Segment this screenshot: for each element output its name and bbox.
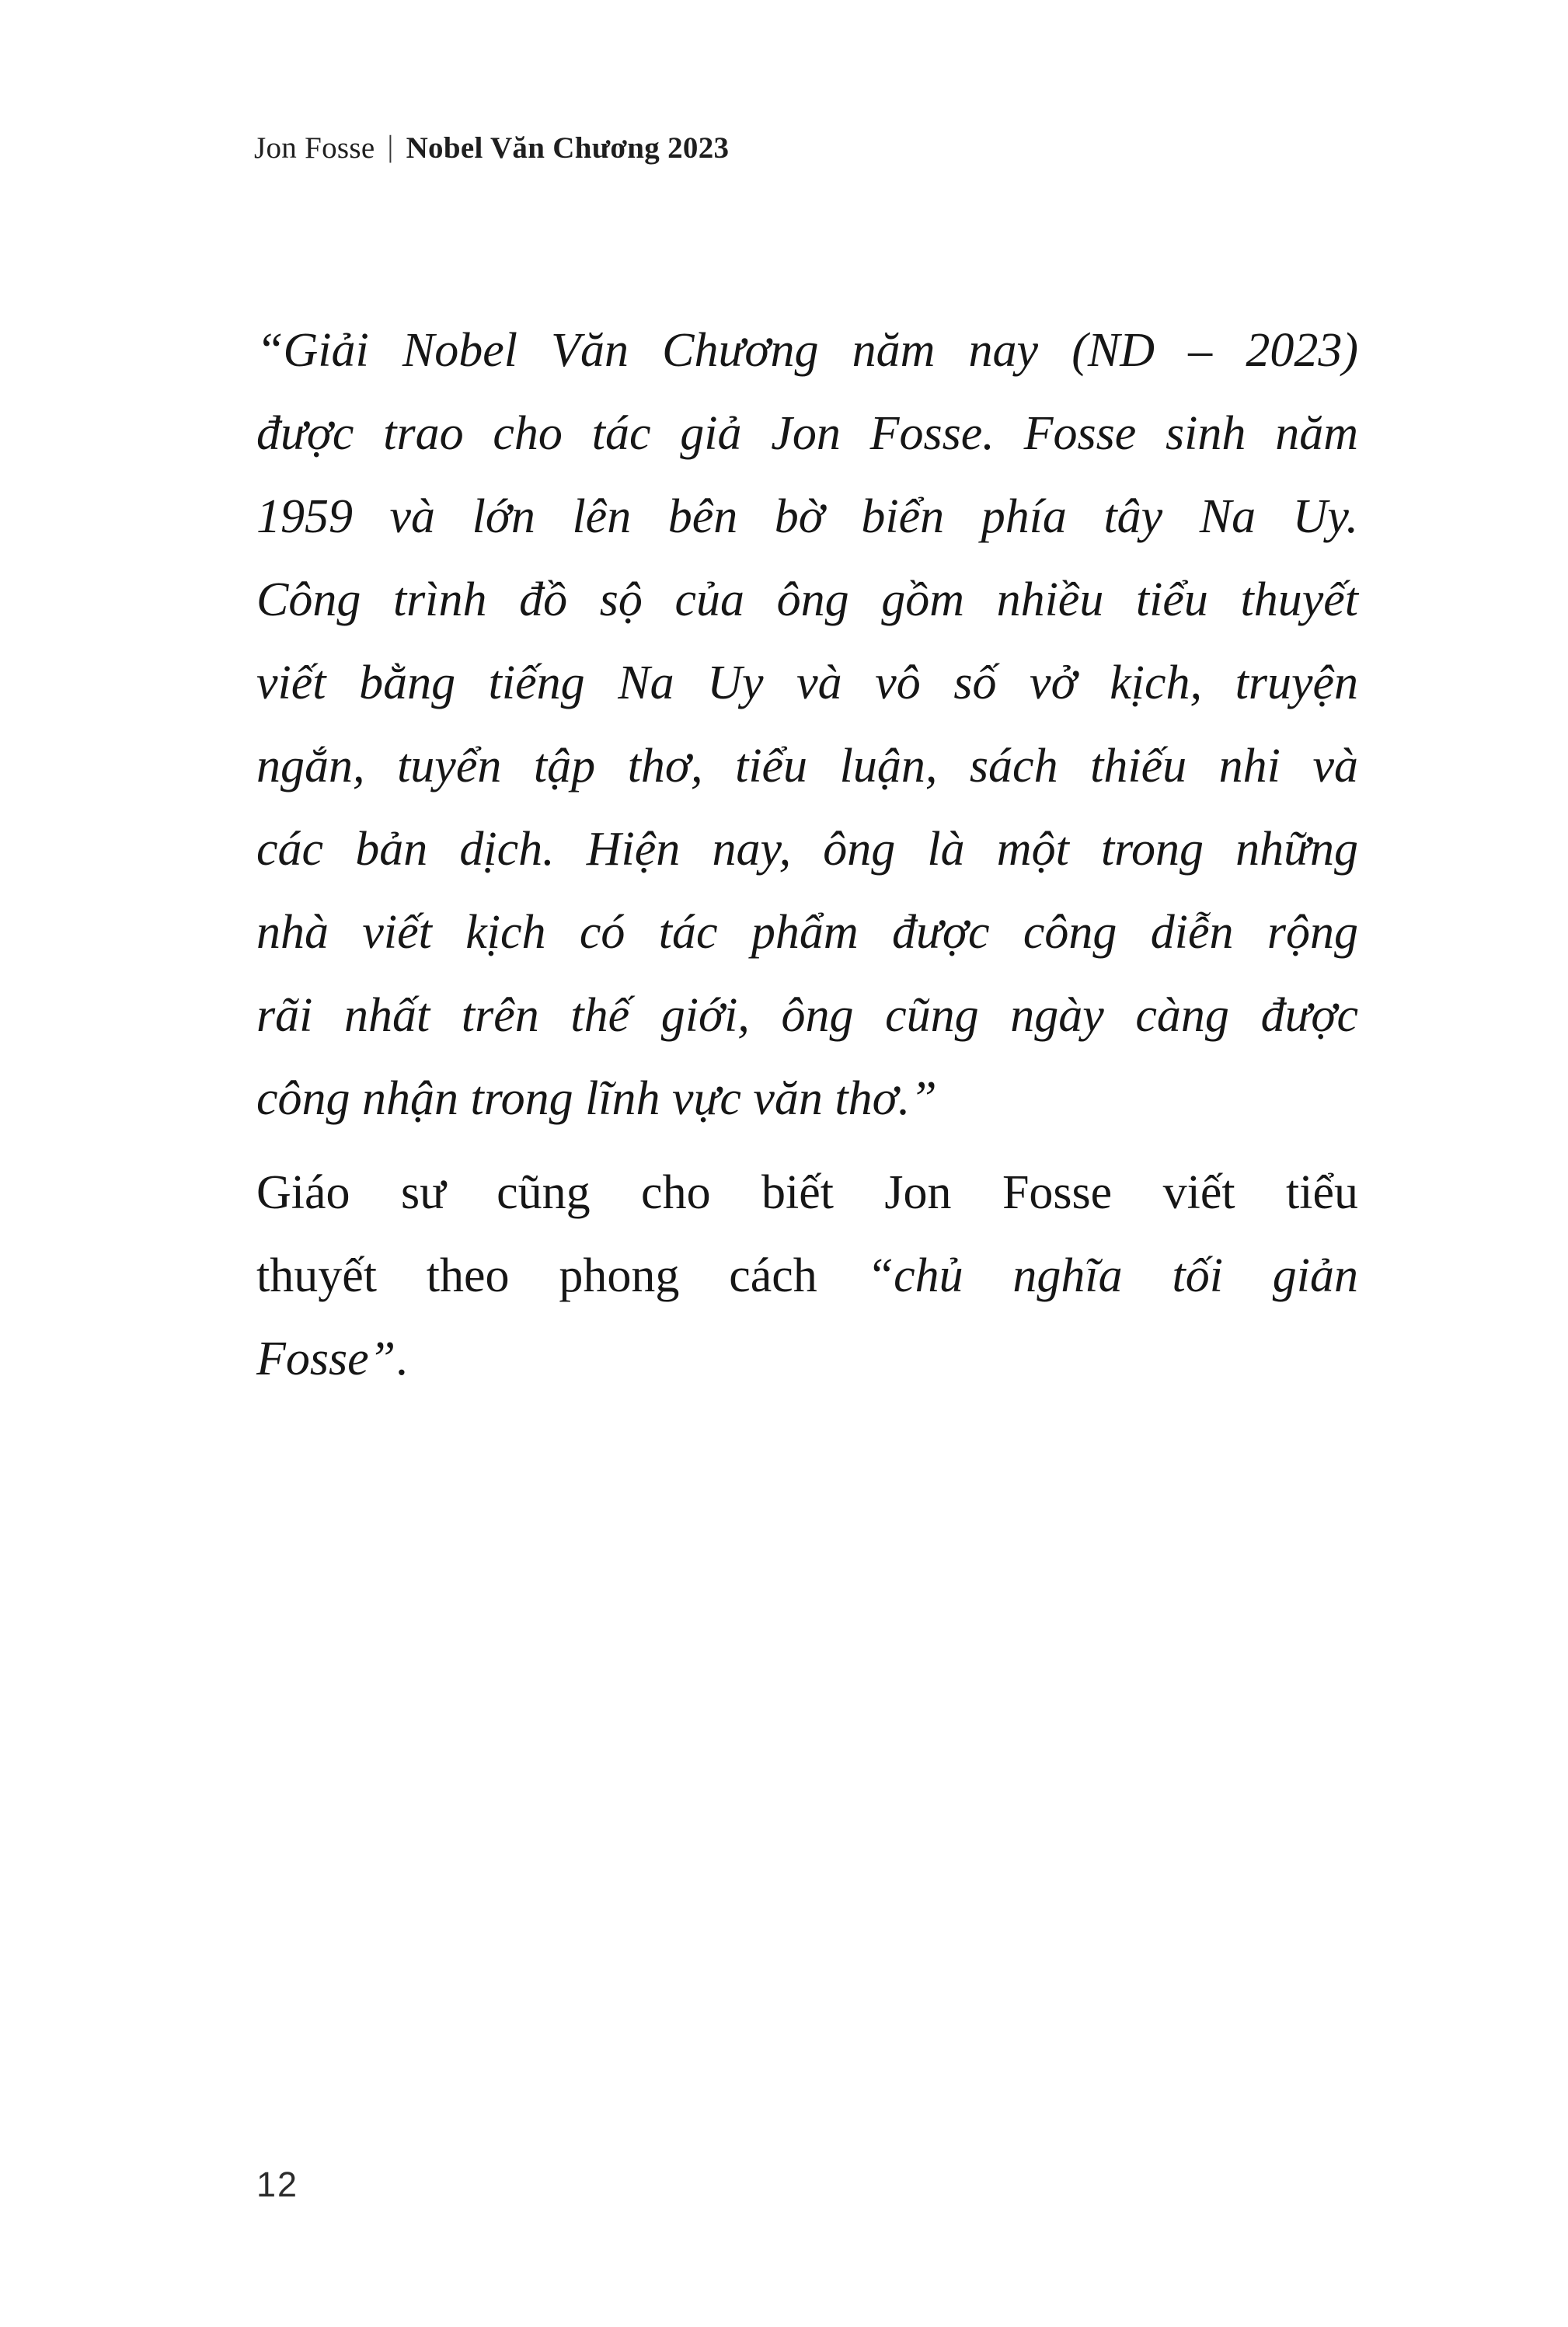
quote-line: “Giải Nobel Văn Chương năm nay (ND – 2023): [256, 324, 1358, 377]
body-paragraph: [256, 1151, 1358, 1401]
page-number: 12: [256, 2165, 299, 2204]
quote-line: nhà viết kịch có tác phẩm được công diễn rộng: [256, 906, 1358, 959]
quote-line: 1959 và lớn lên bên bờ biển phía tây Na Uy.: [256, 490, 1358, 543]
header-chapter-title: Nobel Văn Chương 2023: [406, 131, 730, 165]
quote-line: công nhận trong lĩnh vực văn thơ.”: [256, 1072, 937, 1125]
paragraph-line-italic-text: “chủ nghĩa tối giản: [866, 1249, 1358, 1302]
quote-line: viết bằng tiếng Na Uy và vô số vở kịch, truyện: [256, 657, 1358, 709]
paragraph-line: [256, 1235, 1358, 1318]
quote-line: được trao cho tác giả Jon Fosse. Fosse sinh năm: [256, 407, 1358, 460]
running-header: [254, 131, 729, 166]
quote-line: ngắn, tuyển tập thơ, tiểu luận, sách thiếu nhi và: [256, 740, 1358, 793]
quote-line: rãi nhất trên thế giới, ông cũng ngày càng được: [256, 989, 1358, 1042]
paragraph-line-regular-text: thuyết theo phong cách: [256, 1249, 867, 1302]
quote-line: Công trình đồ sộ của ông gồm nhiều tiểu thuyết: [256, 573, 1358, 626]
paragraph-line-italic-text: Fosse”: [256, 1332, 396, 1385]
paragraph-line-regular-text: .: [395, 1332, 408, 1385]
quote-line: các bản dịch. Hiện nay, ông là một trong những: [256, 823, 1358, 876]
header-author: Jon Fosse: [254, 131, 375, 165]
paragraph-line: Giáo sư cũng cho biết Jon Fosse viết tiểu: [256, 1166, 1358, 1219]
paragraph-line: [256, 1318, 1358, 1401]
header-separator: |: [387, 130, 394, 163]
blockquote: [256, 309, 1358, 1141]
